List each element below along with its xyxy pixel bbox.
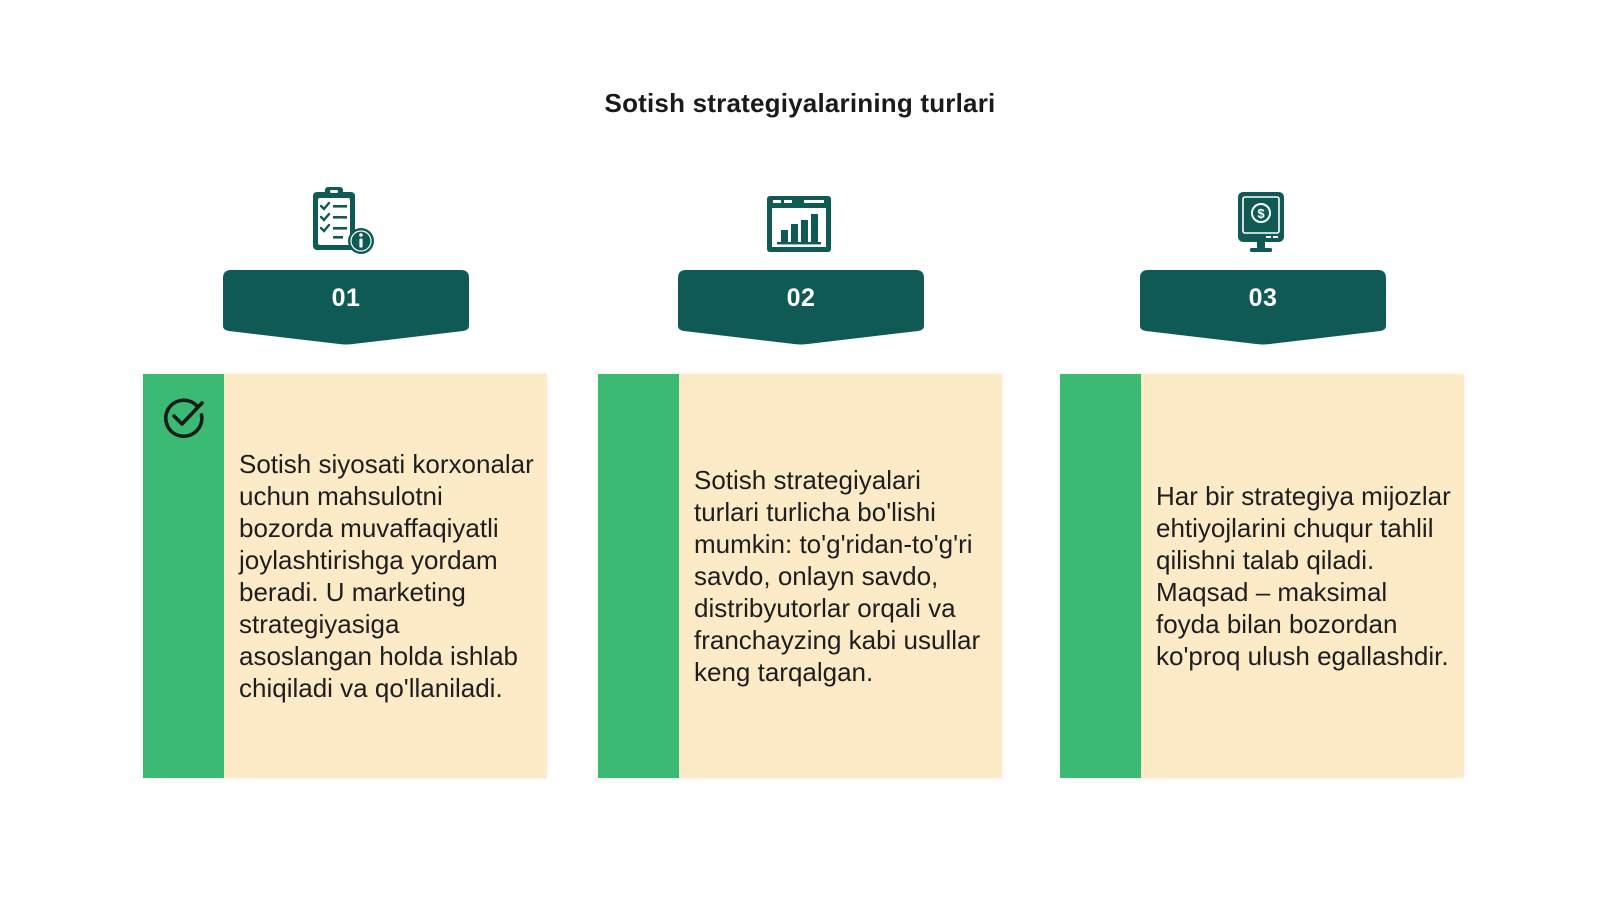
svg-text:$: $ — [1257, 206, 1265, 221]
step-description — [1156, 374, 1452, 778]
step-badge-1 — [223, 270, 469, 348]
step-number-1: 01 — [331, 284, 361, 312]
step-badge-3 — [1140, 270, 1386, 348]
step-card-3 — [1060, 374, 1464, 778]
step-card-1 — [143, 374, 547, 778]
step-number-3: 03 — [1248, 284, 1278, 312]
step-description — [694, 374, 990, 778]
step-description-text: Sotish strategiyalari turlari turlicha bo'lishi mumkin: to'g'ridan-to'g'ri savdo, onlayn savdo, distribyutorlar orqali va franchayzing kabi usullar keng tarqalgan. — [694, 465, 981, 687]
step-column-2 — [598, 0, 1008, 900]
step-description-text: Har bir strategiya mijozlar ehtiyojlarini chuqur tahlil qilishni talab qiladi. Maqsad – maksimal foyda bilan bozordan ko'proq ulush egallashdir. — [1156, 481, 1451, 671]
clipboard-checklist-icon — [309, 186, 379, 258]
card-accent-bar — [143, 374, 224, 778]
money-monitor-icon — [1226, 186, 1296, 258]
card-accent-bar — [598, 374, 679, 778]
card-accent-bar — [1060, 374, 1141, 778]
step-number-2: 02 — [786, 284, 816, 312]
step-column-1 — [143, 0, 553, 900]
bar-chart-window-icon — [764, 186, 834, 258]
step-badge-2 — [678, 270, 924, 348]
check-circle-icon — [161, 394, 207, 440]
step-description — [239, 374, 535, 778]
step-card-2 — [598, 374, 1002, 778]
step-description-text: Sotish siyosati korxonalar uchun mahsulotni bozorda muvaffaqiyatli joylashtirishga yordam beradi. U marketing strategiyasiga asoslangan holda ishlab chiqiladi va qo'llaniladi. — [239, 449, 534, 703]
step-column-3 — [1060, 0, 1470, 900]
page-title: Sotish strategiyalarining turlari — [604, 88, 996, 118]
